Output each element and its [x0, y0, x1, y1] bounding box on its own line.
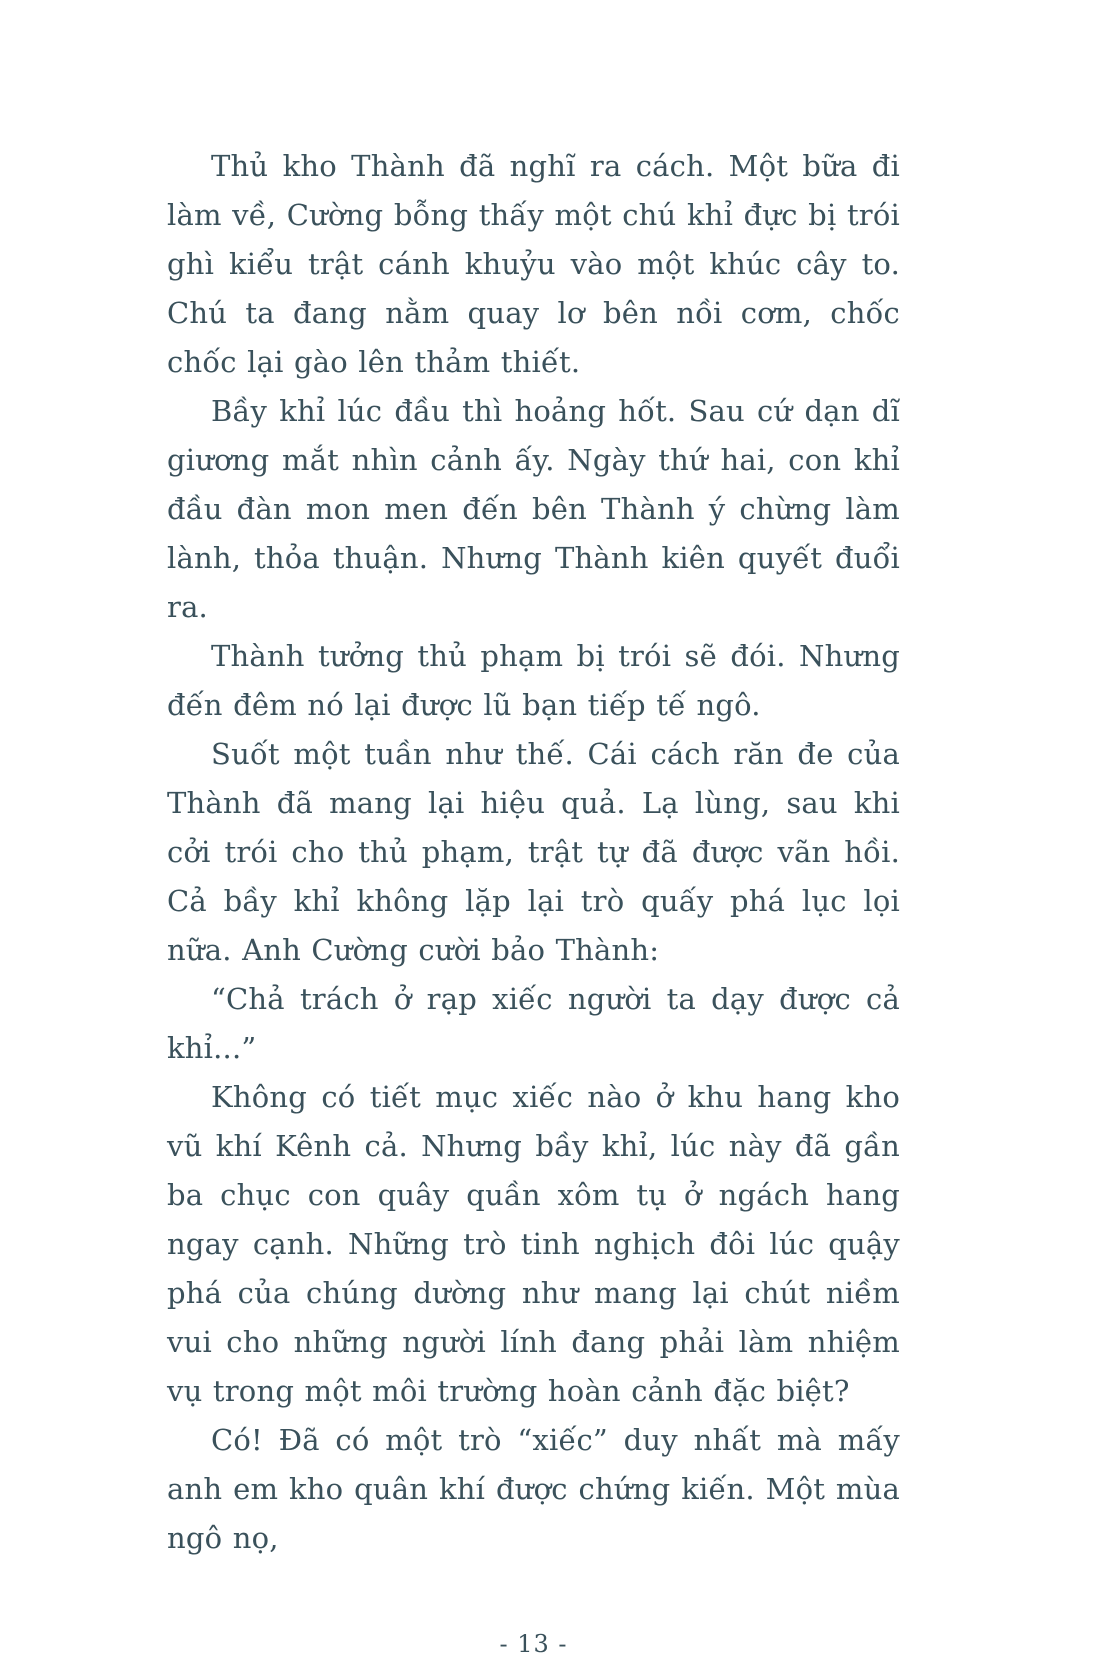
paragraph: Không có tiết mục xiếc nào ở khu hang kho vũ khí Kênh cả. Nhưng bầy khỉ, lúc này đã gần ba chục con quây quần xôm tụ ở ngách hang ngay cạnh. Những trò tinh nghịch đôi lúc quậy phá của chúng dường như mang lại chút niềm vui cho những người lính đang phải làm nhiệm vụ trong một môi trường hoàn cảnh đặc biệt? [167, 1080, 900, 1408]
paragraph: Có! Đã có một trò “xiếc” duy nhất mà mấy anh em kho quân khí được chứng kiến. Một mùa ngô nọ, [167, 1423, 900, 1555]
paragraph: Thành tưởng thủ phạm bị trói sẽ đói. Nhưng đến đêm nó lại được lũ bạn tiếp tế ngô. [167, 639, 900, 722]
paragraph: “Chả trách ở rạp xiếc người ta dạy được cả khỉ...” [167, 982, 900, 1065]
page-text [167, 142, 900, 1563]
paragraph: Bầy khỉ lúc đầu thì hoảng hốt. Sau cứ dạn dĩ giương mắt nhìn cảnh ấy. Ngày thứ hai, con khỉ đầu đàn mon men đến bên Thành ý chừng làm lành, thỏa thuận. Nhưng Thành kiên quyết đuổi ra. [167, 394, 900, 624]
paragraph: Thủ kho Thành đã nghĩ ra cách. Một bữa đi làm về, Cường bỗng thấy một chú khỉ đực bị trói ghì kiểu trật cánh khuỷu vào một khúc cây to. Chú ta đang nằm quay lơ bên nồi cơm, chốc chốc lại gào lên thảm thiết. [167, 149, 900, 379]
page-number: - 13 - [499, 1630, 568, 1658]
paragraph: Suốt một tuần như thế. Cái cách răn đe của Thành đã mang lại hiệu quả. Lạ lùng, sau khi cởi trói cho thủ phạm, trật tự đã được vãn hồi. Cả bầy khỉ không lặp lại trò quấy phá lục lọi nữa. Anh Cường cười bảo Thành: [167, 737, 900, 967]
